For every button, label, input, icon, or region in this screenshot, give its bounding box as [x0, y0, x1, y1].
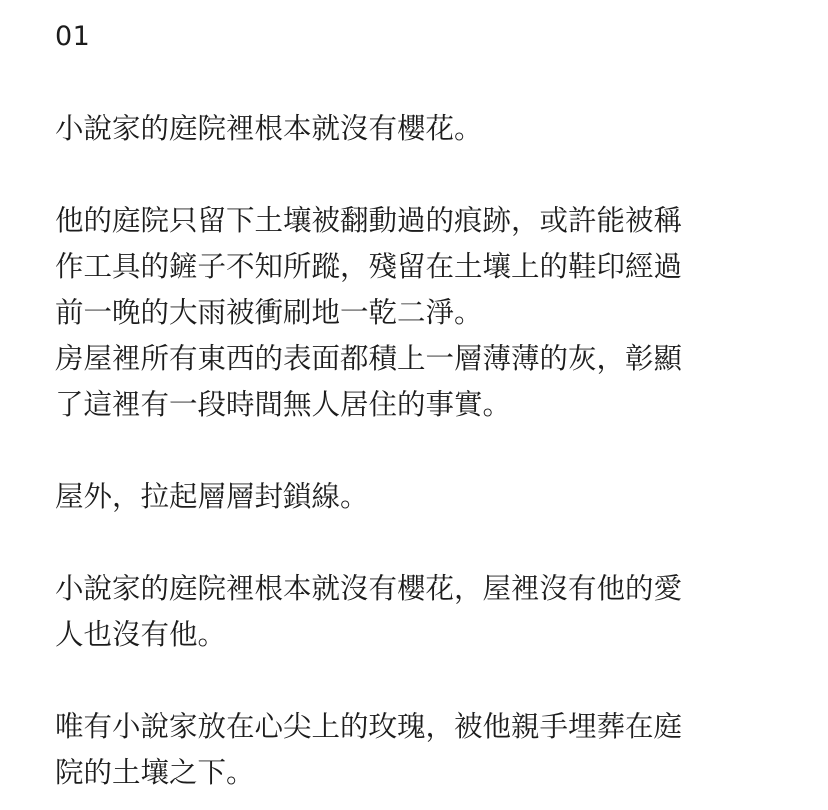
text-line: 人也沒有他。: [55, 618, 227, 651]
paragraph-3: [55, 474, 785, 520]
text-line: 了這裡有一段時間無人居住的事實。: [55, 388, 512, 421]
text-line: 唯有小說家放在心尖上的玫瑰，被他親手埋葬在庭: [55, 710, 683, 743]
paragraph-5: [55, 704, 785, 796]
text-line: 他的庭院只留下土壤被翻動過的痕跡，或許能被稱: [55, 204, 683, 237]
paragraph-2: [55, 198, 785, 428]
reading-page: [55, 14, 785, 796]
text-line: 作工具的鏟子不知所蹤，殘留在土壤上的鞋印經過: [55, 250, 683, 283]
spacer: [55, 60, 785, 106]
paragraph-4: [55, 566, 785, 658]
spacer: [55, 152, 785, 198]
spacer: [55, 520, 785, 566]
text-line: 小說家的庭院裡根本就沒有櫻花，屋裡沒有他的愛: [55, 572, 683, 605]
text-line: 屋外，拉起層層封鎖線。: [55, 480, 369, 513]
chapter-number: 01: [55, 21, 91, 52]
spacer: [55, 658, 785, 704]
text-line: 院的土壤之下。: [55, 756, 255, 789]
paragraph-1: [55, 106, 785, 152]
text-line: 房屋裡所有東西的表面都積上一層薄薄的灰，彰顯: [55, 342, 683, 375]
text-line: 前一晚的大雨被衝刷地一乾二淨。: [55, 296, 483, 329]
text-line: 小說家的庭院裡根本就沒有櫻花。: [55, 112, 483, 145]
spacer: [55, 428, 785, 474]
